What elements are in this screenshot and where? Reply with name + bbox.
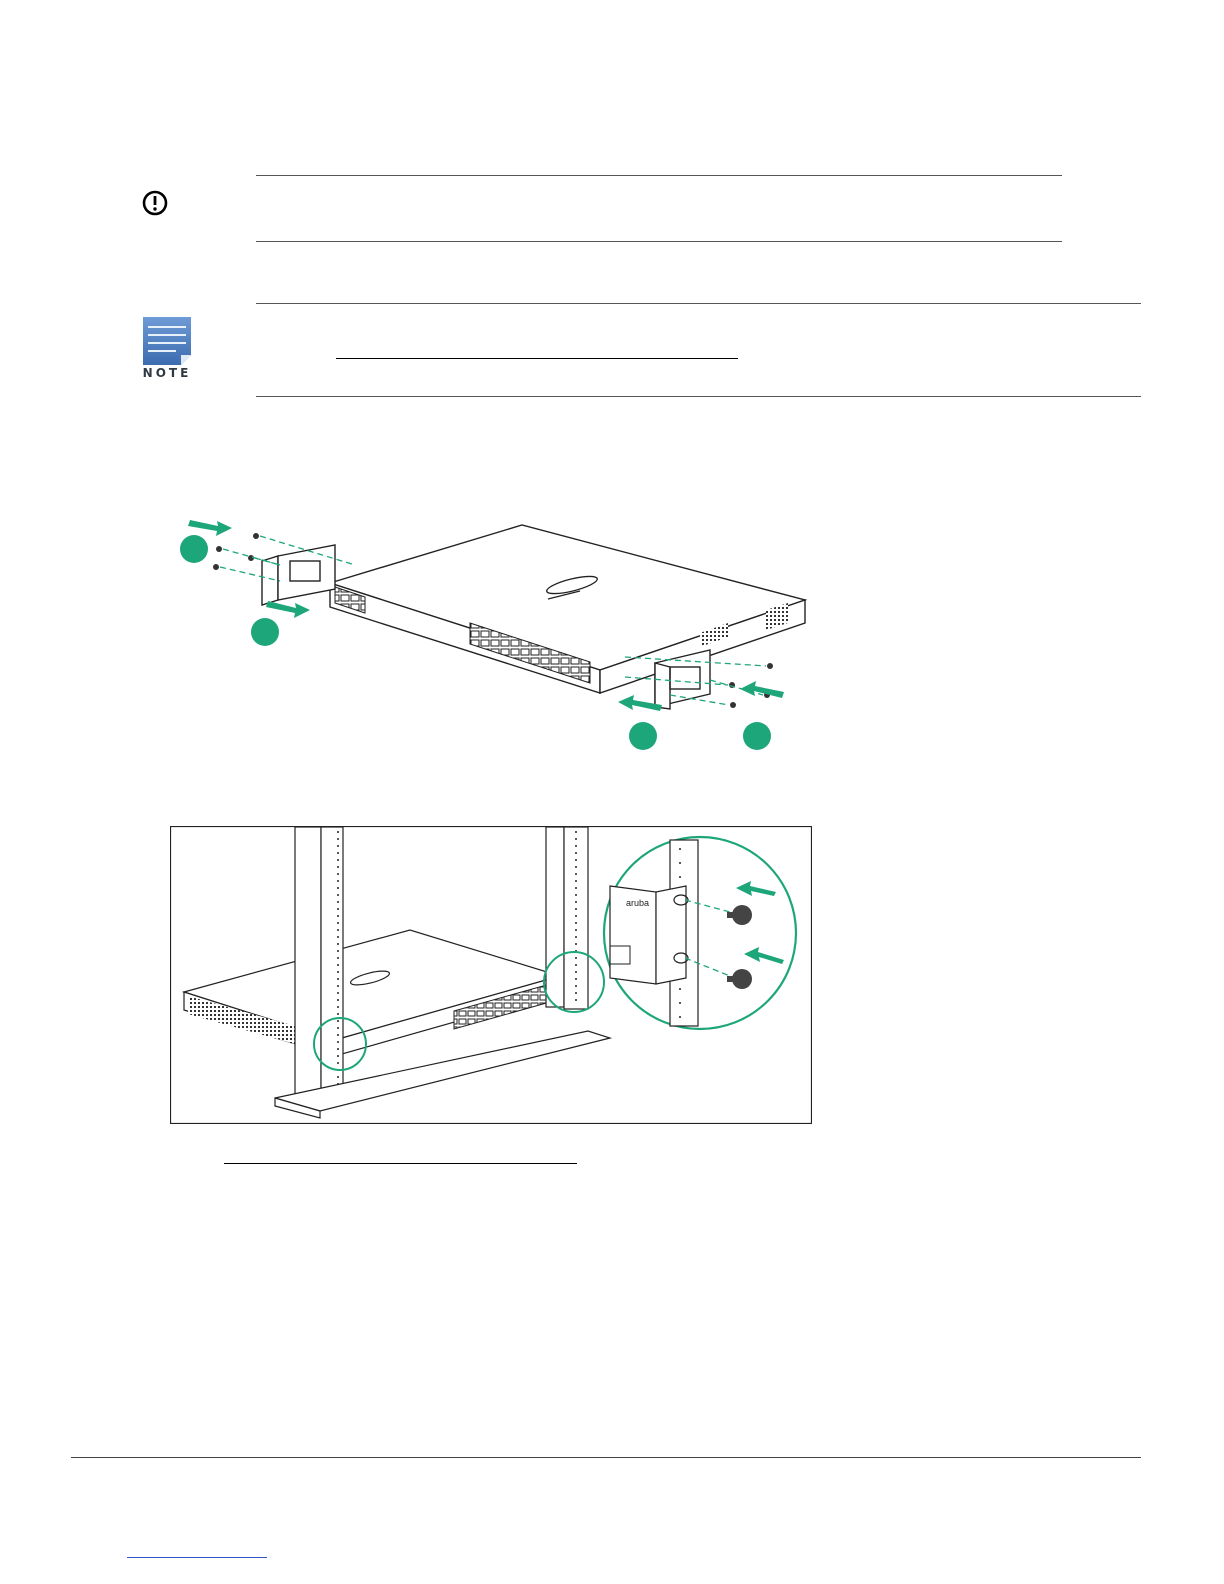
rack-mount-figure [170, 826, 812, 1124]
arrow-4 [740, 681, 784, 698]
callout-4 [743, 722, 771, 750]
left-screws [213, 533, 259, 570]
footer-link[interactable] [127, 1557, 267, 1558]
figure-link-underline[interactable] [224, 1163, 577, 1164]
zoom-detail [604, 837, 796, 1029]
footer-rule [71, 1457, 1141, 1458]
left-bracket [262, 545, 335, 605]
page-header-bar [0, 0, 1224, 48]
important-top-rule [256, 175, 1062, 176]
arrow-2 [266, 601, 310, 618]
zoom-brand: aruba [626, 898, 650, 908]
important-exclamation-icon [141, 189, 169, 217]
important-bottom-rule [256, 241, 1062, 242]
note-top-rule [256, 303, 1141, 304]
callout-3 [629, 722, 657, 750]
note-bottom-rule [256, 396, 1141, 397]
callout-1 [180, 535, 208, 563]
bracket-installation-figure [170, 495, 820, 760]
note-link-underline[interactable] [336, 358, 738, 359]
callout-2 [251, 618, 279, 646]
rack-post-right [546, 827, 588, 1009]
arrow-1 [188, 520, 232, 536]
note-label: NOTE [142, 366, 192, 380]
